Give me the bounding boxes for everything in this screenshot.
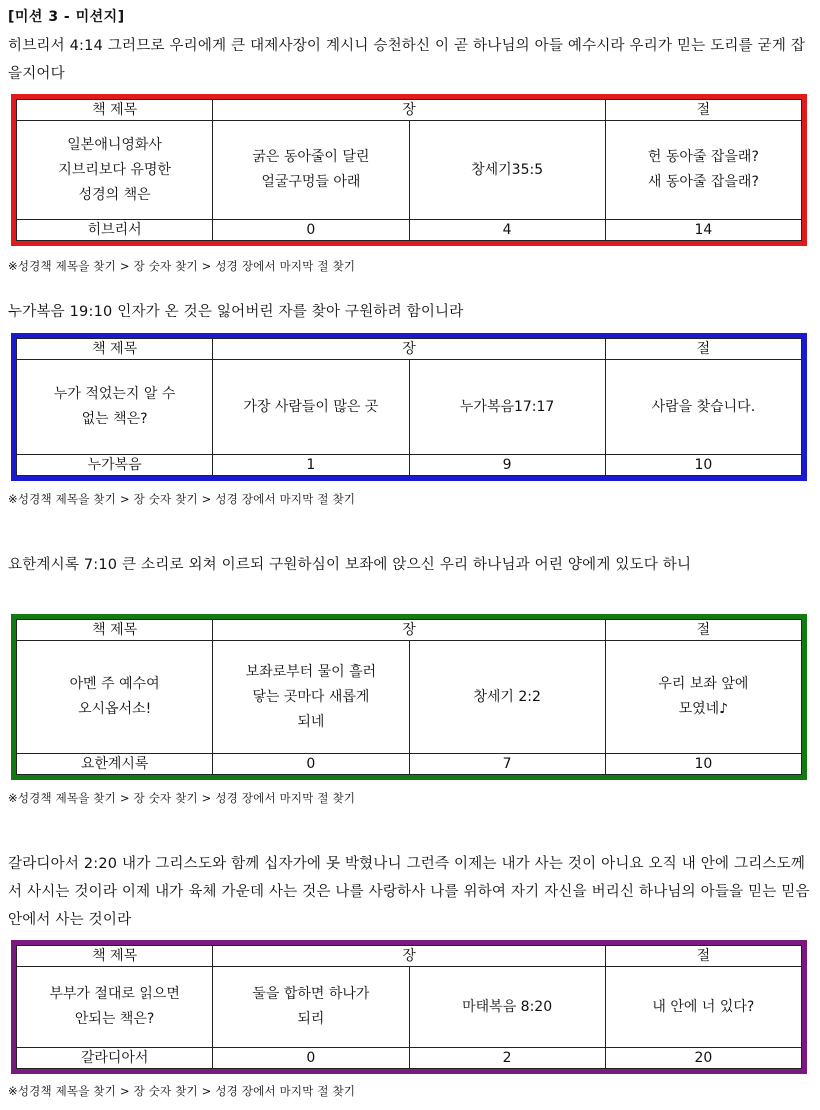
hint-text: ※성경책 제목을 찾기 > 장 숫자 찾기 > 성경 장에서 마지막 절 찾기	[8, 259, 356, 273]
page-title: [미션 3 - 미션지]	[8, 9, 125, 25]
mission-4-table	[11, 940, 807, 1074]
answer-chapter-digit-1: 0	[213, 1048, 409, 1069]
mission-3-table	[11, 614, 807, 780]
chapter-clue: 보좌로부터 물이 흘러 닿는 곳마다 새롭게 되네	[213, 641, 409, 754]
book-clue: 일본애니영화사 지브리보다 유명한 성경의 책은	[17, 121, 213, 220]
answer-book: 요한계시록	[17, 754, 213, 775]
header-verse: 절	[605, 339, 801, 360]
answer-chapter-digit-1: 0	[213, 754, 409, 775]
chapter-clue: 둘을 합하면 하나가 되리	[213, 967, 409, 1048]
answer-book: 히브리서	[17, 220, 213, 241]
hint-text: ※성경책 제목을 찾기 > 장 숫자 찾기 > 성경 장에서 마지막 절 찾기	[8, 492, 356, 506]
book-clue: 누가 적었는지 알 수 없는 책은?	[17, 360, 213, 455]
chapter-reference: 창세기 2:2	[409, 641, 605, 754]
answer-verse: 20	[605, 1048, 801, 1069]
mission-1-table	[11, 94, 807, 246]
answer-chapter-digit-2: 4	[409, 220, 605, 241]
answer-book: 누가복음	[17, 455, 213, 476]
book-clue: 아멘 주 예수여 오시옵서소!	[17, 641, 213, 754]
header-book: 책 제목	[17, 946, 213, 967]
mission-3-verse: 요한계시록 7:10 큰 소리로 외쳐 이르되 구원하심이 보좌에 앉으신 우리 하나님과 어린 양에게 있도다 하니	[8, 557, 692, 573]
chapter-reference: 누가복음17:17	[409, 360, 605, 455]
hint-text: ※성경책 제목을 찾기 > 장 숫자 찾기 > 성경 장에서 마지막 절 찾기	[8, 791, 356, 805]
mission-2-table	[11, 333, 807, 481]
answer-book: 갈라디아서	[17, 1048, 213, 1069]
mission-4-verse: 갈라디아서 2:20 내가 그리스도와 함께 십자가에 못 박혔나니 그런즉 이제는 내가 사는 것이 아니요 오직 내 안에 그리스도께서 사시는 것이라 이제 내가 육체 가운데 사는 것은 나를 사랑하사 나를 위하여 자기 자신을 버리신 하나님의 아들을 믿는 믿음 안에서 사는 것이라	[8, 856, 810, 928]
answer-verse: 10	[605, 455, 801, 476]
header-book: 책 제목	[17, 339, 213, 360]
chapter-reference: 창세기35:5	[409, 121, 605, 220]
verse-clue: 우리 보좌 앞에 모였네♪	[605, 641, 801, 754]
header-verse: 절	[605, 100, 801, 121]
mission-1-verse: 히브리서 4:14 그러므로 우리에게 큰 대제사장이 계시니 승천하신 이 곧 하나님의 아들 예수시라 우리가 믿는 도리를 굳게 잡을지어다	[8, 38, 806, 82]
chapter-clue: 굵은 동아줄이 달린 얼굴구멍들 아래	[213, 121, 409, 220]
book-clue: 부부가 절대로 읽으면 안되는 책은?	[17, 967, 213, 1048]
header-chapter: 장	[213, 620, 606, 641]
header-chapter: 장	[213, 339, 606, 360]
verse-clue: 내 안에 너 있다?	[605, 967, 801, 1048]
answer-verse: 14	[605, 220, 801, 241]
answer-chapter-digit-1: 0	[213, 220, 409, 241]
header-chapter: 장	[213, 100, 606, 121]
header-verse: 절	[605, 620, 801, 641]
header-chapter: 장	[213, 946, 606, 967]
header-book: 책 제목	[17, 100, 213, 121]
answer-chapter-digit-2: 2	[409, 1048, 605, 1069]
mission-2-verse: 누가복음 19:10 인자가 온 것은 잃어버린 자를 찾아 구원하려 함이니라	[8, 304, 464, 320]
answer-chapter-digit-2: 9	[409, 455, 605, 476]
hint-text: ※성경책 제목을 찾기 > 장 숫자 찾기 > 성경 장에서 마지막 절 찾기	[8, 1084, 356, 1098]
chapter-clue: 가장 사람들이 많은 곳	[213, 360, 409, 455]
verse-clue: 헌 동아줄 잡을래? 새 동아줄 잡을래?	[605, 121, 801, 220]
answer-chapter-digit-2: 7	[409, 754, 605, 775]
verse-clue: 사람을 찾습니다.	[605, 360, 801, 455]
header-book: 책 제목	[17, 620, 213, 641]
answer-chapter-digit-1: 1	[213, 455, 409, 476]
answer-verse: 10	[605, 754, 801, 775]
chapter-reference: 마태복음 8:20	[409, 967, 605, 1048]
header-verse: 절	[605, 946, 801, 967]
